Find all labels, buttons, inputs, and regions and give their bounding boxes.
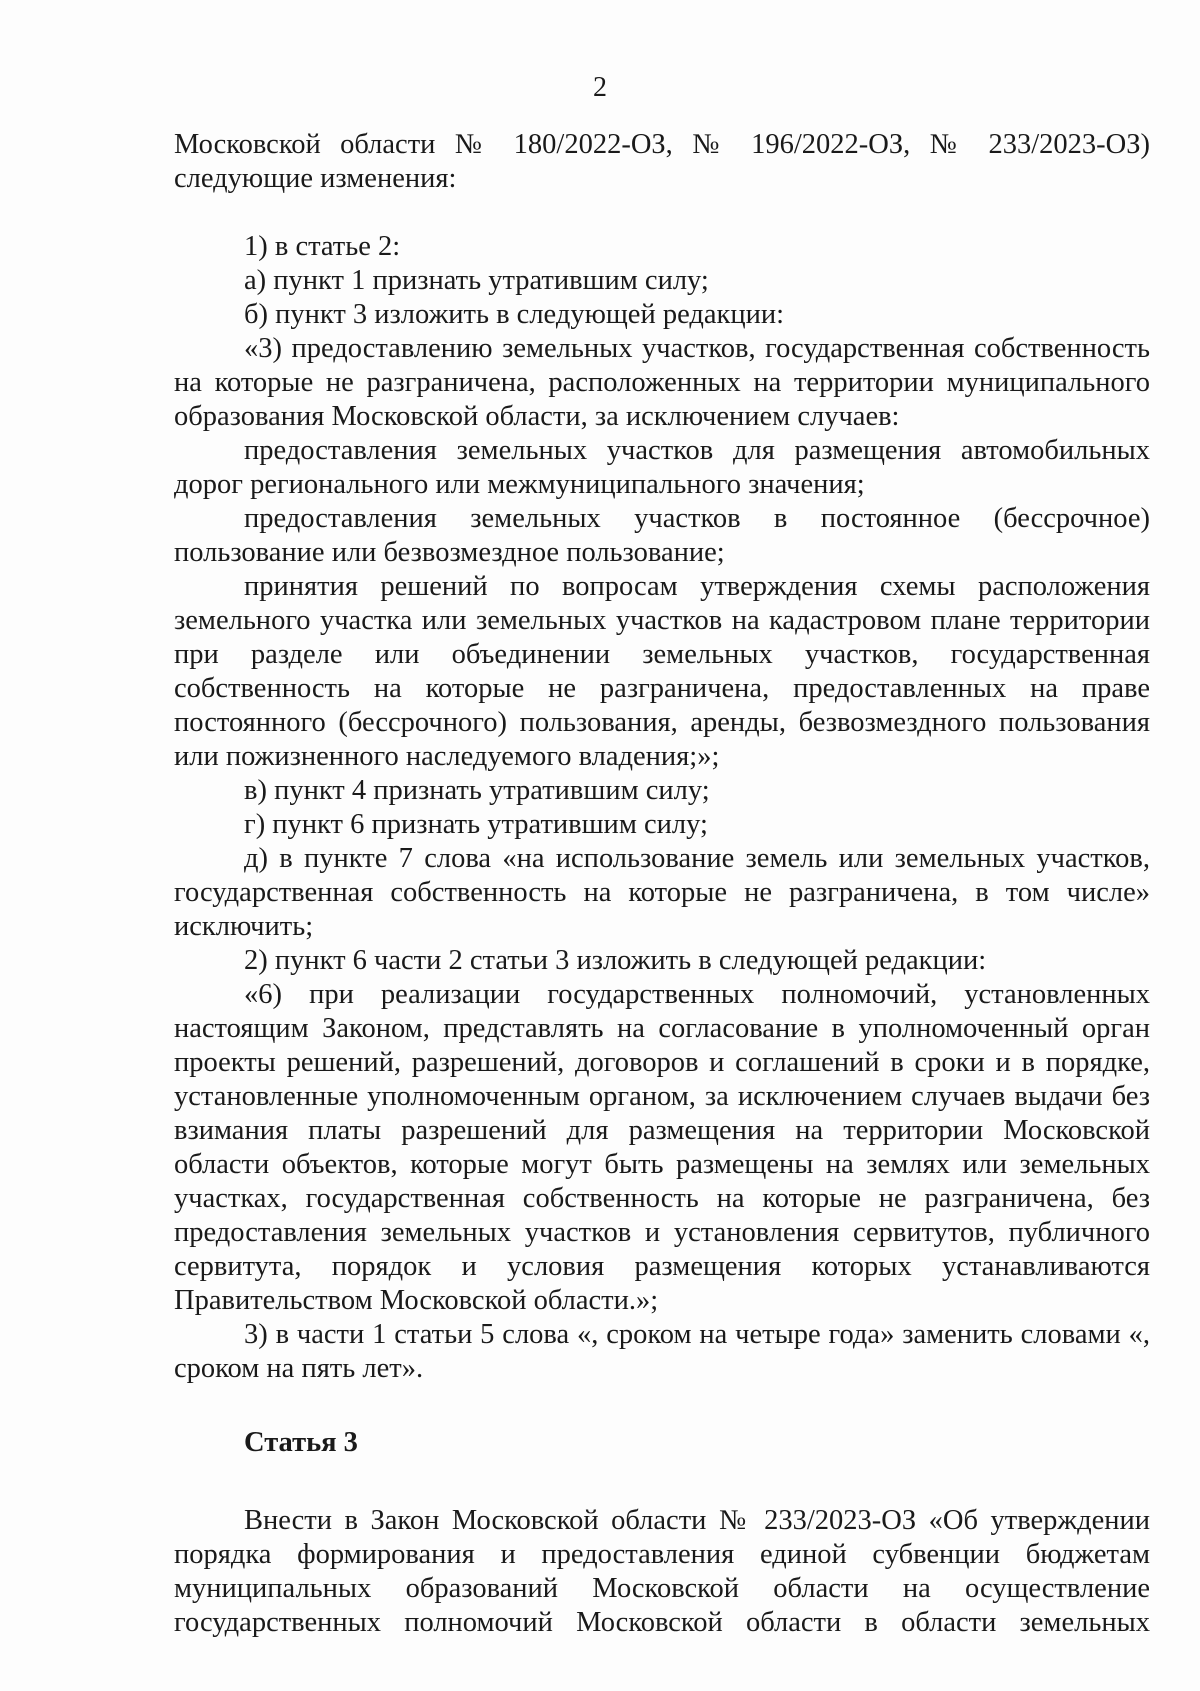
item-1g: г) пункт 6 признать утратившим силу; — [244, 809, 708, 840]
item-2-quote: «6) при реализации государственных полномочий, установленных настоящим Законом, представлять на согласование в уполномоченный орган проекты решений, разрешений, договоров и соглашений в сроки и в порядке, установленные уполномоченным органом, за исключением случаев выдачи без взимания платы разрешений для размещения на территории Московской области объектов, которые могут быть размещены на землях или земельных участках, государственная собственность на которые не разграничена, без предоставления земельных участков и установления сервитутов, публичного сервитута, порядок и условия размещения которых устанавливаются Правительством Московской области.»; — [174, 979, 1150, 1316]
page-number: 2 — [593, 72, 607, 103]
item-1a: а) пункт 1 признать утратившим силу; — [244, 265, 709, 296]
document-body — [174, 128, 1150, 1640]
item-1b-quote-case-2: предоставления земельных участков в постоянное (бессрочное) пользование или безвозмездное пользование; — [174, 503, 1150, 568]
item-1b-quote: «3) предоставлению земельных участков, государственная собственность на которые не разграничена, расположенных на территории муниципального образования Московской области, за исключением случаев: — [174, 333, 1150, 432]
item-3: 3) в части 1 статьи 5 слова «, сроком на четыре года» заменить словами «, сроком на пять лет». — [174, 1319, 1150, 1384]
article-3-heading: Статья 3 — [244, 1427, 358, 1458]
item-1b-quote-case-1: предоставления земельных участков для размещения автомобильных дорог регионального или межмуниципального значения; — [174, 435, 1150, 500]
item-1d: д) в пункте 7 слова «на использование земель или земельных участков, государственная собственность на которые не разграничена, в том числе» исключить; — [174, 843, 1150, 942]
item-1: 1) в статье 2: — [244, 231, 401, 262]
item-1v: в) пункт 4 признать утратившим силу; — [244, 775, 710, 806]
intro-paragraph: Московской области № 180/2022-ОЗ, № 196/2022-ОЗ, № 233/2023-ОЗ) следующие изменения: — [174, 129, 1150, 194]
article-3-text: Внести в Закон Московской области № 233/2023-ОЗ «Об утверждении порядка формирования и предоставления единой субвенции бюджетам муниципальных образований Московской области на осуществление государственных полномочий Московской области в области земельных — [174, 1505, 1150, 1638]
item-2: 2) пункт 6 части 2 статьи 3 изложить в следующей редакции: — [244, 945, 987, 976]
item-1b-quote-case-3: принятия решений по вопросам утверждения схемы расположения земельного участка или земельных участков на кадастровом плане территории при разделе или объединении земельных участков, государственная собственность на которые не разграничена, предоставленных на праве постоянного (бессрочного) пользования, аренды, безвозмездного пользования или пожизненного наследуемого владения;»; — [174, 571, 1150, 772]
item-1b: б) пункт 3 изложить в следующей редакции: — [244, 299, 785, 330]
